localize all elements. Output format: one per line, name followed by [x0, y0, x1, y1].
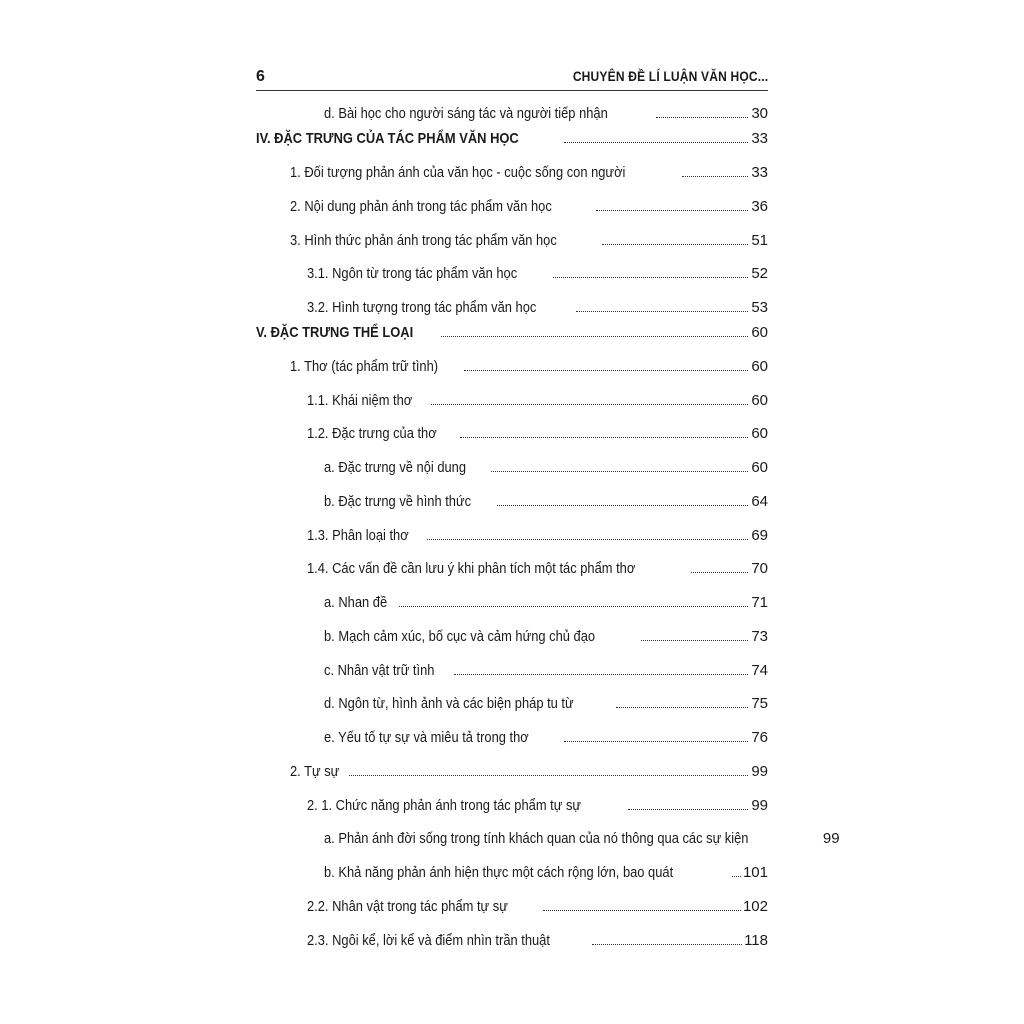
toc-entry-page: 99 — [751, 797, 768, 814]
toc-entry-page: 102 — [742, 898, 768, 915]
toc-entry — [307, 895, 768, 919]
dot-leader — [431, 390, 748, 405]
toc-entry-text: V. ĐẶC TRƯNG THỂ LOẠI — [256, 324, 414, 341]
toc-entry — [324, 827, 840, 851]
toc-entry-text: 2. Tự sự — [290, 763, 340, 780]
toc-entry-page: 74 — [751, 662, 768, 679]
toc-entry-text: 1. Thơ (tác phẩm trữ tình) — [290, 358, 439, 375]
dot-leader — [691, 558, 748, 573]
dot-leader — [454, 660, 748, 675]
dot-leader — [464, 356, 748, 371]
dot-leader — [497, 491, 748, 506]
toc-entry-page: 60 — [751, 358, 768, 375]
toc-entry-page: 101 — [742, 864, 768, 881]
toc-entry-text: 1.1. Khái niệm thơ — [307, 392, 413, 409]
toc-entry-page: 51 — [751, 232, 768, 249]
toc-entry-page: 76 — [751, 729, 768, 746]
toc-entry — [307, 557, 768, 581]
dot-leader — [399, 592, 748, 607]
toc-entry — [290, 229, 768, 253]
toc-entry-page: 118 — [744, 932, 768, 949]
toc-entry-text: b. Mạch cảm xúc, bố cục và cảm hứng chủ đạo — [324, 628, 596, 645]
toc-entry — [307, 296, 768, 320]
dot-leader — [543, 896, 741, 911]
toc-entry-text: a. Đặc trưng về nội dung — [324, 459, 467, 476]
toc-entry-text: 2.2. Nhân vật trong tác phẩm tự sự — [307, 898, 508, 915]
dot-leader — [349, 761, 748, 776]
toc-entry — [324, 861, 768, 885]
toc-entry-page: 53 — [751, 299, 768, 316]
toc-entry — [307, 262, 768, 286]
toc-entry — [307, 794, 768, 818]
toc-entry — [307, 422, 768, 446]
dot-leader — [441, 322, 748, 337]
toc-entry-page: 60 — [751, 392, 768, 409]
dot-leader — [628, 795, 748, 810]
toc-entry-text: 2.3. Ngôi kể, lời kể và điểm nhìn trần thuật — [307, 932, 550, 949]
toc-entry-text: e. Yếu tố tự sự và miêu tả trong thơ — [324, 729, 529, 746]
toc-entry-text: b. Đặc trưng về hình thức — [324, 493, 472, 510]
toc-entry-page: 69 — [751, 527, 768, 544]
toc-entry-text: d. Ngôn từ, hình ảnh và các biện pháp tu từ — [324, 695, 574, 712]
dot-leader — [732, 862, 741, 877]
toc-section-heading — [256, 321, 768, 345]
toc-entry — [307, 389, 768, 413]
toc-entry-text: 2. 1. Chức năng phản ánh trong tác phẩm tự sự — [307, 797, 582, 814]
toc-entry-page: 64 — [751, 493, 768, 510]
toc-entry — [307, 929, 768, 953]
dot-leader — [491, 457, 748, 472]
page-number: 6 — [256, 68, 265, 85]
toc-entry — [290, 760, 768, 784]
dot-leader — [641, 626, 748, 641]
toc-entry-text: 1.2. Đặc trưng của thơ — [307, 425, 437, 442]
dot-leader — [592, 930, 743, 945]
toc-entry-text: b. Khả năng phản ánh hiện thực một cách rộng lớn, bao quát — [324, 864, 674, 881]
toc-entry — [290, 355, 768, 379]
toc-entry — [324, 625, 768, 649]
toc-entry-page: 60 — [751, 425, 768, 442]
toc-entry-page: 36 — [751, 198, 768, 215]
toc-entry-text: a. Phản ánh đời sống trong tính khách quan của nó thông qua các sự kiện — [324, 830, 749, 847]
toc-entry — [324, 692, 768, 716]
toc-entry-page: 99 — [822, 830, 840, 847]
toc-entry-text: d. Bài học cho người sáng tác và người tiếp nhận — [324, 105, 608, 122]
toc-entry-page: 60 — [751, 324, 768, 341]
toc-entry-text: 3. Hình thức phản ánh trong tác phẩm văn học — [290, 232, 557, 249]
toc-entry-text: 3.1. Ngôn từ trong tác phẩm văn học — [307, 265, 518, 282]
toc-entry — [324, 659, 768, 683]
dot-leader — [656, 103, 748, 118]
toc-entry-page: 99 — [751, 763, 768, 780]
toc-entry-page: 71 — [751, 594, 768, 611]
running-title: CHUYÊN ĐỀ LÍ LUẬN VĂN HỌC... — [572, 68, 768, 84]
toc-entry — [290, 161, 768, 185]
toc-entry-page: 52 — [751, 265, 768, 282]
toc-entry — [324, 591, 768, 615]
toc-entry-page: 33 — [751, 164, 768, 181]
dot-leader — [616, 693, 748, 708]
toc-entry-page: 60 — [751, 459, 768, 476]
toc-entry-page: 73 — [751, 628, 768, 645]
toc-entry-text: 1.3. Phân loại thơ — [307, 527, 409, 544]
dot-leader — [427, 525, 748, 540]
toc-entry-page: 75 — [751, 695, 768, 712]
dot-leader — [564, 727, 748, 742]
dot-leader — [602, 230, 748, 245]
dot-leader — [460, 423, 748, 438]
toc-entry-text: 3.2. Hình tượng trong tác phẩm văn học — [307, 299, 537, 316]
toc-entry — [324, 102, 768, 126]
dot-leader — [564, 128, 748, 143]
toc-entry — [324, 456, 768, 480]
toc-entry-text: 1.4. Các vấn đề cần lưu ý khi phân tích một tác phẩm thơ — [307, 560, 636, 577]
toc-entry — [324, 726, 768, 750]
toc-entry-text: 1. Đối tượng phản ánh của văn học - cuộc sống con người — [290, 164, 626, 181]
toc-entry-text: a. Nhan đề — [324, 594, 388, 611]
toc-entry — [324, 490, 768, 514]
toc-entry-page: 33 — [751, 130, 768, 147]
toc-entry-text: IV. ĐẶC TRƯNG CỦA TÁC PHẨM VĂN HỌC — [256, 130, 519, 147]
toc-entry-page: 30 — [751, 105, 768, 122]
dot-leader — [682, 162, 748, 177]
dot-leader — [553, 263, 748, 278]
toc-section-heading — [256, 127, 768, 151]
dot-leader — [596, 196, 748, 211]
toc-entry — [290, 195, 768, 219]
toc-entry-text: 2. Nội dung phản ánh trong tác phẩm văn học — [290, 198, 552, 215]
toc-entry-text: c. Nhân vật trữ tình — [324, 662, 435, 679]
toc-entry — [307, 524, 768, 548]
page-header — [256, 64, 768, 91]
toc-entry-page: 70 — [751, 560, 768, 577]
dot-leader — [576, 297, 748, 312]
